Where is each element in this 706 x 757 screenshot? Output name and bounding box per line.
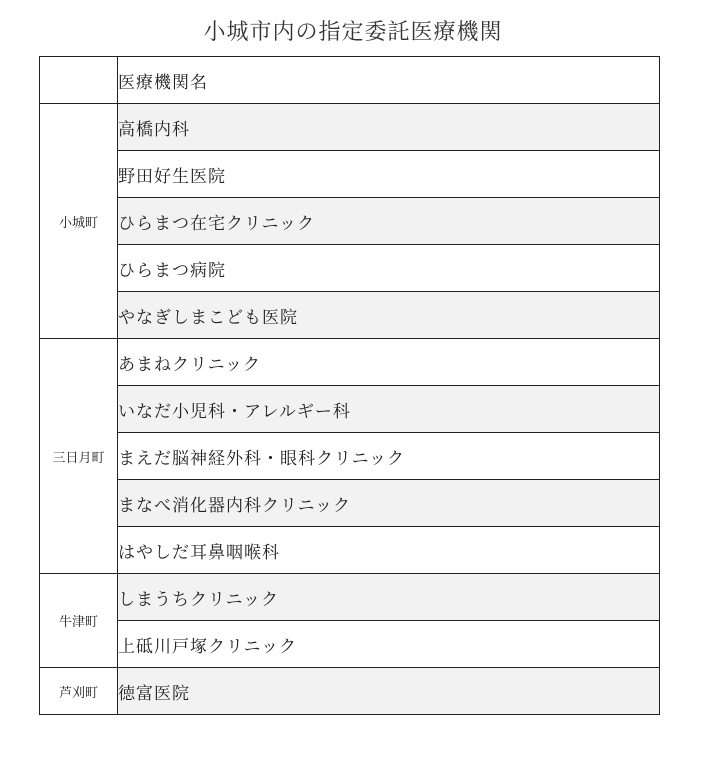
table-row [40,198,660,245]
facility-name-cell: ひらまつ在宅クリニック [118,198,660,245]
facility-name-cell: 上砥川戸塚クリニック [118,621,660,668]
table-row [40,339,660,386]
facility-name-cell: はやしだ耳鼻咽喉科 [118,527,660,574]
town-cell-mikatsuki: 三日月町 [40,339,118,574]
header-name-cell: 医療機関名 [118,57,660,104]
facility-name-cell: まなべ消化器内科クリニック [118,480,660,527]
table-row [40,433,660,480]
facility-name-cell: 高橋内科 [118,104,660,151]
facility-name-cell: ひらまつ病院 [118,245,660,292]
table-row [40,480,660,527]
table-row [40,574,660,621]
facility-name-cell: 野田好生医院 [118,151,660,198]
table-row [40,104,660,151]
facility-name-cell: あまねクリニック [118,339,660,386]
table-row [40,151,660,198]
facility-table [39,56,660,715]
header-town-cell [40,57,118,104]
facility-name-cell: まえだ脳神経外科・眼科クリニック [118,433,660,480]
facility-name-cell: やなぎしまこども医院 [118,292,660,339]
table-row [40,621,660,668]
town-cell-ashikari: 芦刈町 [40,668,118,715]
town-cell-ushizu: 牛津町 [40,574,118,668]
page-title: 小城市内の指定委託医療機関 [203,20,503,45]
table-row [40,668,660,715]
facility-name-cell: しまうちクリニック [118,574,660,621]
table-row [40,386,660,433]
facility-name-cell: 徳富医院 [118,668,660,715]
table-row [40,292,660,339]
facility-name-cell: いなだ小児科・アレルギー科 [118,386,660,433]
header-row [40,57,660,104]
table-row [40,245,660,292]
table-row [40,527,660,574]
town-cell-ogi: 小城町 [40,104,118,339]
